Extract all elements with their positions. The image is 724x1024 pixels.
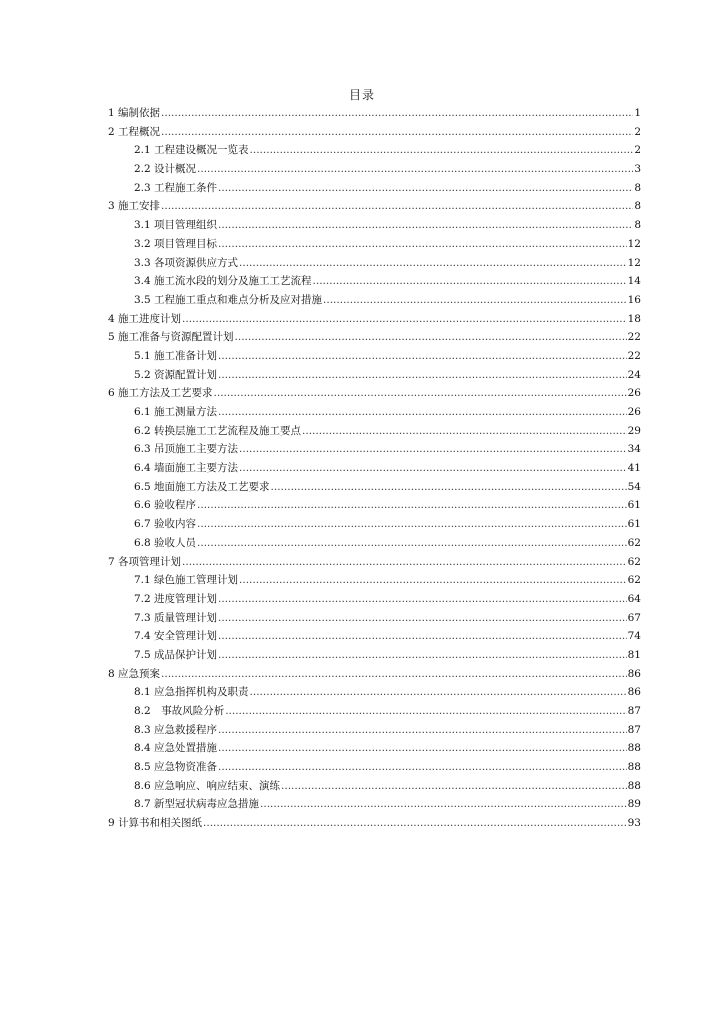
toc-dot-leader [218,366,627,385]
toc-entry-page-number: 64 [627,592,641,605]
toc-entry-page-number: 67 [627,611,641,624]
toc-dot-leader [218,646,627,665]
toc-entry-label: 7.5 成品保护计划 [134,648,218,661]
table-of-contents [108,104,641,833]
toc-entry[interactable] [108,272,641,291]
toc-entry-label: 7.2 进度管理计划 [134,592,218,605]
toc-dot-leader [161,197,633,216]
toc-entry-page-number: 41 [627,462,641,475]
toc-entry-page-number: 12 [627,256,641,269]
toc-entry[interactable] [108,646,641,665]
toc-dot-leader [250,141,634,160]
toc-entry-page-number: 61 [627,518,641,531]
toc-entry-page-number: 2 [634,144,641,157]
toc-entry[interactable] [108,160,641,179]
toc-entry-label: 8.6 应急响应、响应结束、演练 [134,779,281,792]
toc-dot-leader [161,104,633,123]
toc-dot-leader [239,440,627,459]
toc-entry[interactable] [108,328,641,347]
toc-dot-leader [214,384,627,403]
toc-entry-label: 6.7 验收内容 [134,518,197,531]
toc-dot-leader [203,814,627,833]
toc-entry-label: 8 应急预案 [108,667,161,680]
toc-entry[interactable] [108,216,641,235]
toc-entry-label: 7.3 质量管理计划 [134,611,218,624]
toc-entry-page-number: 62 [627,574,641,587]
toc-dot-leader [161,123,633,142]
toc-dot-leader [161,665,627,684]
toc-entry[interactable] [108,179,641,198]
toc-dot-leader [313,272,627,291]
toc-entry-page-number: 54 [627,480,641,493]
toc-entry-label: 6.4 墙面施工主要方法 [134,462,239,475]
toc-dot-leader [197,496,627,515]
toc-entry[interactable] [108,104,641,123]
toc-entry[interactable] [108,496,641,515]
toc-dot-leader [218,721,627,740]
toc-entry[interactable] [108,721,641,740]
toc-entry-label: 6 施工方法及工艺要求 [108,387,213,400]
toc-dot-leader [218,609,627,628]
toc-dot-leader [218,179,633,198]
toc-title: 目录 [348,88,375,102]
toc-entry-page-number: 26 [627,387,641,400]
toc-dot-leader [239,571,627,590]
toc-entry[interactable] [108,440,641,459]
toc-entry-label: 9 计算书和相关图纸 [108,817,203,830]
toc-entry-page-number: 24 [627,368,641,381]
toc-entry-page-number: 16 [627,293,641,306]
toc-entry-label: 7.4 安全管理计划 [134,630,218,643]
toc-entry-page-number: 86 [627,667,641,680]
toc-entry-page-number: 8 [634,200,641,213]
toc-entry-page-number: 62 [627,555,641,568]
toc-entry-page-number: 12 [627,237,641,250]
toc-dot-leader [239,459,627,478]
toc-entry[interactable] [108,758,641,777]
toc-entry-label: 8.2 事故风险分析 [134,705,225,717]
toc-dot-leader [239,254,627,273]
toc-entry-label: 6.5 地面施工方法及工艺要求 [134,480,270,493]
toc-dot-leader [197,534,627,553]
toc-entry[interactable] [108,347,641,366]
toc-entry-page-number: 62 [627,536,641,549]
toc-entry[interactable] [108,777,641,796]
toc-entry-label: 6.8 验收人员 [134,536,197,549]
toc-entry-label: 6.3 吊顶施工主要方法 [134,443,239,456]
toc-entry-page-number: 87 [627,705,641,717]
toc-dot-leader [182,310,627,329]
toc-entry-page-number: 88 [627,761,641,774]
toc-dot-leader [235,328,627,347]
toc-entry-page-number: 93 [627,817,641,830]
toc-entry-page-number: 1 [634,107,641,119]
toc-entry[interactable] [108,422,641,441]
toc-entry-label: 8.7 新型冠状病毒应急措施 [134,798,260,811]
toc-dot-leader [218,347,627,366]
toc-dot-leader [218,758,627,777]
toc-dot-leader [281,777,627,796]
toc-entry-page-number: 88 [627,742,641,755]
toc-entry[interactable] [108,123,641,142]
toc-entry-label: 3.5 工程施工重点和难点分析及应对措施 [134,293,323,306]
toc-entry-page-number: 81 [627,648,641,661]
toc-entry-label: 8.1 应急指挥机构及职责 [134,686,249,699]
toc-entry-label: 2.1 工程建设概况一览表 [134,144,249,157]
toc-entry[interactable] [108,310,641,329]
toc-entry-page-number: 22 [627,331,641,344]
toc-dot-leader [323,291,627,310]
toc-entry[interactable] [108,459,641,478]
toc-dot-leader [225,702,626,721]
toc-entry[interactable] [108,403,641,422]
toc-entry[interactable] [108,515,641,534]
toc-entry-label: 3.1 项目管理组织 [134,219,218,232]
toc-entry-label: 3 施工安排 [108,200,161,213]
toc-entry-label: 3.3 各项资源供应方式 [134,256,239,269]
toc-dot-leader [218,235,627,254]
toc-dot-leader [197,515,627,534]
toc-entry-page-number: 29 [627,424,641,437]
toc-entry-page-number: 86 [627,686,641,699]
toc-dot-leader [218,403,627,422]
toc-dot-leader [218,590,627,609]
toc-dot-leader [218,627,627,646]
toc-entry[interactable] [108,254,641,273]
toc-entry-page-number: 34 [627,443,641,456]
toc-entry-page-number: 88 [627,779,641,792]
toc-entry-label: 3.2 项目管理目标 [134,237,218,250]
toc-entry[interactable] [108,478,641,497]
toc-entry-page-number: 8 [634,181,641,194]
toc-entry-page-number: 3 [634,163,641,176]
toc-dot-leader [197,160,633,179]
toc-entry-label: 7 各项管理计划 [108,555,182,568]
toc-entry[interactable] [108,683,641,702]
toc-entry-page-number: 74 [627,630,641,643]
toc-entry[interactable] [108,590,641,609]
toc-entry-label: 5.1 施工准备计划 [134,349,218,362]
toc-entry-label: 2.3 工程施工条件 [134,181,218,194]
toc-entry-label: 8.3 应急救援程序 [134,723,218,736]
toc-entry-label: 6.2 转换层施工工艺流程及施工要点 [134,424,302,437]
toc-entry-page-number: 8 [634,219,641,232]
toc-entry-label: 6.1 施工测量方法 [134,406,218,418]
toc-dot-leader [260,795,627,814]
toc-entry-label: 5.2 资源配置计划 [134,368,218,381]
toc-entry[interactable] [108,141,641,160]
toc-entry-label: 1 编制依据 [108,107,161,119]
toc-dot-leader [218,739,627,758]
toc-entry-label: 7.1 绿色施工管理计划 [134,574,239,587]
toc-entry[interactable] [108,795,641,814]
toc-entry-label: 8.4 应急处置措施 [134,742,218,755]
toc-dot-leader [271,478,627,497]
toc-entry-label: 5 施工准备与资源配置计划 [108,331,234,344]
toc-entry-label: 2.2 设计概况 [134,163,197,176]
toc-entry[interactable] [108,366,641,385]
toc-entry[interactable] [108,609,641,628]
toc-entry[interactable] [108,291,641,310]
toc-entry-page-number: 61 [627,499,641,512]
toc-entry-page-number: 14 [627,275,641,288]
toc-dot-leader [250,683,627,702]
toc-entry[interactable] [108,197,641,216]
toc-entry[interactable] [108,235,641,254]
toc-entry-page-number: 89 [627,798,641,811]
toc-dot-leader [182,553,627,572]
toc-dot-leader [218,216,633,235]
toc-entry[interactable] [108,814,641,833]
toc-entry[interactable] [108,553,641,572]
toc-entry-page-number: 26 [627,406,641,418]
toc-entry-page-number: 18 [627,312,641,325]
toc-entry[interactable] [108,627,641,646]
toc-entry-label: 4 施工进度计划 [108,312,182,325]
toc-entry[interactable] [108,384,641,403]
toc-entry-page-number: 22 [627,349,641,362]
toc-entry-page-number: 87 [627,723,641,736]
toc-entry-label: 8.5 应急物资准备 [134,761,218,774]
toc-entry-label: 3.4 施工流水段的划分及施工工艺流程 [134,275,312,288]
toc-entry-label: 2 工程概况 [108,125,161,138]
toc-entry[interactable] [108,739,641,758]
toc-dot-leader [302,422,627,441]
toc-entry[interactable] [108,571,641,590]
toc-entry-page-number: 2 [634,125,641,138]
toc-entry[interactable] [108,702,641,721]
toc-entry-label: 6.6 验收程序 [134,499,197,512]
toc-entry[interactable] [108,665,641,684]
toc-entry[interactable] [108,534,641,553]
